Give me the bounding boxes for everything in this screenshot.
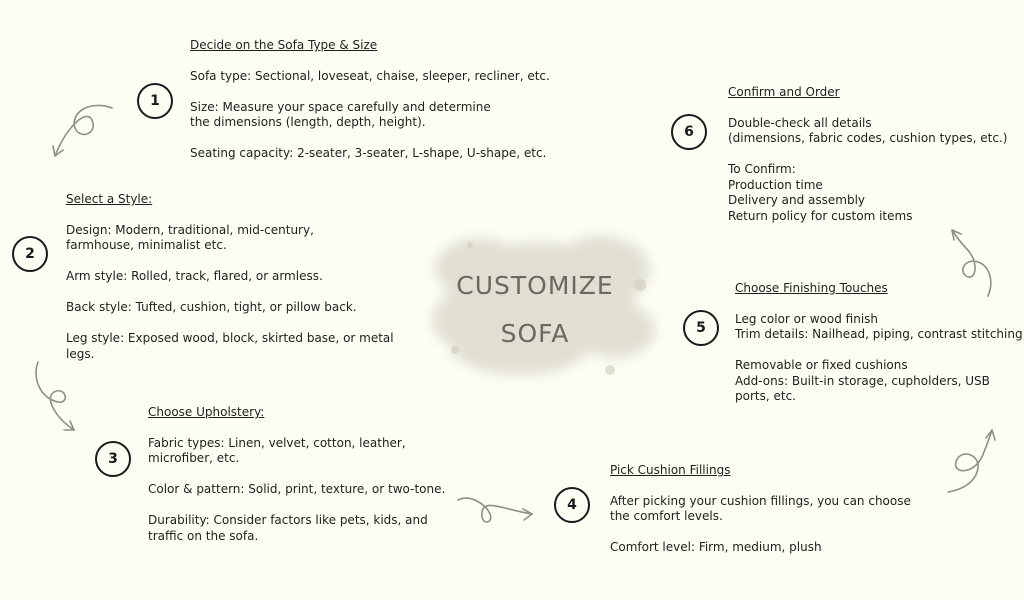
curly-arrow-icon: [55, 105, 112, 156]
step-3-title: Choose Upholstery:: [148, 405, 265, 419]
step-4-title: Pick Cushion Fillings: [610, 463, 731, 477]
step-4-number: 4: [554, 487, 590, 523]
step-3-text: Fabric types: Linen, velvet, cotton, leather, microfiber, etc.: [148, 435, 406, 465]
step-2-text: Design: Modern, traditional, mid-century, farmhouse, minimalist etc.: [66, 222, 314, 252]
step-5-block: [735, 281, 1023, 405]
step-2-block: [66, 192, 411, 378]
step-6-text: Return policy for custom items: [728, 208, 913, 223]
center-title-line1: CUSTOMIZE: [456, 271, 614, 300]
step-6-text: Production time: [728, 177, 823, 192]
step-6-number: 6: [671, 114, 707, 150]
step-6-text: To Confirm:: [728, 162, 796, 176]
step-3-block: [148, 405, 458, 560]
step-6-text: Double-check all details: [728, 115, 872, 130]
center-title-line2: SOFA: [500, 319, 570, 348]
step-5-text: Removable or fixed cushions: [735, 358, 908, 372]
step-1-title: Decide on the Sofa Type & Size: [190, 38, 378, 52]
step-4-text: Comfort level: Firm, medium, plush: [610, 540, 822, 554]
step-5-text: Leg color or wood finish: [735, 311, 879, 326]
step-5-text: Add-ons: Built-in storage, cupholders, USB ports, etc.: [735, 373, 990, 403]
step-1-text: Sofa type: Sectional, loveseat, chaise, sleeper, recliner, etc.: [190, 68, 550, 83]
step-5-text: Trim details: Nailhead, piping, contrast stitching: [735, 327, 1023, 341]
step-1-block: [190, 38, 550, 177]
curly-arrow-icon: [948, 430, 992, 492]
step-1-text: Size: Measure your space carefully and determine the dimensions (length, depth, height).: [190, 99, 491, 129]
step-2-text: Arm style: Rolled, track, flared, or armless.: [66, 269, 323, 283]
step-2-number: 2: [12, 236, 48, 272]
step-2-title: Select a Style:: [66, 192, 153, 206]
center-title: [430, 262, 640, 358]
step-6-block: [728, 85, 1018, 224]
step-6-title: Confirm and Order: [728, 85, 840, 99]
step-6-text: (dimensions, fabric codes, cushion types, etc.): [728, 131, 1008, 145]
step-3-number: 3: [95, 441, 131, 477]
step-6-text: Delivery and assembly: [728, 193, 865, 207]
step-2-text: Back style: Tufted, cushion, tight, or pillow back.: [66, 300, 357, 314]
step-5-number: 5: [683, 310, 719, 346]
step-3-text: Durability: Consider factors like pets, kids, and traffic on the sofa.: [148, 513, 428, 543]
step-5-title: Choose Finishing Touches: [735, 281, 888, 295]
step-2-text: Leg style: Exposed wood, block, skirted base, or metal legs.: [66, 331, 394, 361]
step-1-text: Seating capacity: 2-seater, 3-seater, L-shape, U-shape, etc.: [190, 146, 547, 160]
step-4-text: After picking your cushion fillings, you can choose the comfort levels.: [610, 493, 911, 523]
step-4-block: [610, 463, 930, 571]
step-3-text: Color & pattern: Solid, print, texture, or two-tone.: [148, 482, 446, 496]
curly-arrow-icon: [458, 498, 532, 522]
step-1-number: 1: [137, 83, 173, 119]
